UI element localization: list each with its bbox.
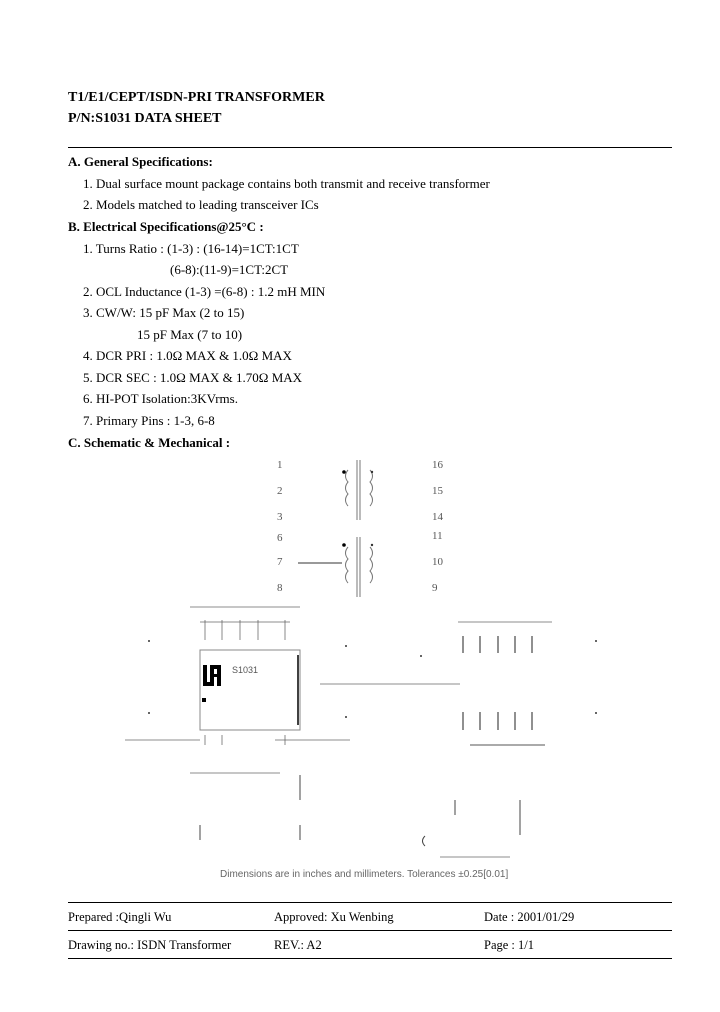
electrical-spec-item: 2. OCL Inductance (1-3) =(6-8) : 1.2 mH MIN bbox=[83, 284, 326, 299]
part-number-title: P/N:S1031 DATA SHEET bbox=[68, 111, 222, 126]
document-date: Date : 2001/01/29 bbox=[484, 910, 575, 924]
electrical-specs-heading: B. Electrical Specifications@25°C : bbox=[68, 219, 264, 234]
document-title: T1/E1/CEPT/ISDN-PRI TRANSFORMER bbox=[68, 90, 325, 105]
electrical-spec-item: 5. DCR SEC : 1.0Ω MAX & 1.70Ω MAX bbox=[83, 370, 303, 385]
schematic-heading: C. Schematic & Mechanical : bbox=[68, 435, 231, 450]
schematic-pin-right: 11 bbox=[432, 530, 443, 542]
part-marking-label: S1031 bbox=[232, 665, 259, 675]
polarity-dot bbox=[371, 544, 373, 546]
electrical-spec-item: 15 pF Max (7 to 10) bbox=[137, 327, 243, 342]
footer-divider-bottom bbox=[68, 958, 672, 959]
schematic-pin-left: 3 bbox=[277, 511, 283, 523]
dimension-marker bbox=[148, 640, 597, 718]
dimension-lines bbox=[125, 607, 552, 857]
page-number: Page : 1/1 bbox=[484, 938, 534, 952]
approved-by: Approved: Xu Wenbing bbox=[274, 910, 394, 924]
schematic-pin-right: 10 bbox=[432, 556, 443, 568]
schematic-pin-left: 8 bbox=[277, 582, 283, 594]
schematic-pin-left: 2 bbox=[277, 485, 283, 497]
package-outline bbox=[200, 650, 300, 730]
front-profile bbox=[200, 775, 520, 846]
electrical-spec-item: 6. HI-POT Isolation:3KVrms. bbox=[83, 391, 238, 406]
logo-mark bbox=[202, 665, 221, 702]
electrical-spec-item: (6-8):(11-9)=1CT:2CT bbox=[170, 262, 289, 277]
schematic-pin-left: 6 bbox=[277, 532, 283, 544]
prepared-by: Prepared :Qingli Wu bbox=[68, 910, 172, 924]
schematic-pin-right: 14 bbox=[432, 511, 443, 523]
schematic-pin-left: 7 bbox=[277, 556, 283, 568]
schematic-pin-right: 15 bbox=[432, 485, 443, 497]
general-spec-item: 1. Dual surface mount package contains both transmit and receive transformer bbox=[83, 176, 490, 191]
electrical-spec-item: 1. Turns Ratio : (1-3) : (16-14)=1CT:1CT bbox=[83, 241, 299, 256]
tolerance-note: Dimensions are in inches and millimeters. Tolerances ±0.25[0.01] bbox=[220, 869, 509, 880]
polarity-dot bbox=[342, 543, 346, 547]
general-spec-item: 2. Models matched to leading transceiver ICs bbox=[83, 197, 319, 212]
schematic-pin-right: 9 bbox=[432, 582, 438, 594]
general-specs-heading: A. General Specifications: bbox=[68, 154, 213, 169]
schematic-pin-left: 1 bbox=[277, 459, 283, 471]
electrical-spec-item: 4. DCR PRI : 1.0Ω MAX & 1.0Ω MAX bbox=[83, 348, 292, 363]
polarity-dot bbox=[371, 471, 373, 473]
electrical-spec-item: 7. Primary Pins : 1-3, 6-8 bbox=[83, 413, 215, 428]
revision: REV.: A2 bbox=[274, 938, 322, 952]
schematic-pin-right: 16 bbox=[432, 459, 443, 471]
side-view bbox=[463, 636, 545, 745]
drawing-number: Drawing no.: ISDN Transformer bbox=[68, 938, 232, 952]
footer-divider-top bbox=[68, 902, 672, 903]
electrical-spec-item: 3. CW/W: 15 pF Max (2 to 15) bbox=[83, 305, 245, 320]
polarity-dot bbox=[342, 470, 346, 474]
transformer-schematic bbox=[298, 460, 373, 597]
footer-divider-middle bbox=[68, 930, 672, 931]
